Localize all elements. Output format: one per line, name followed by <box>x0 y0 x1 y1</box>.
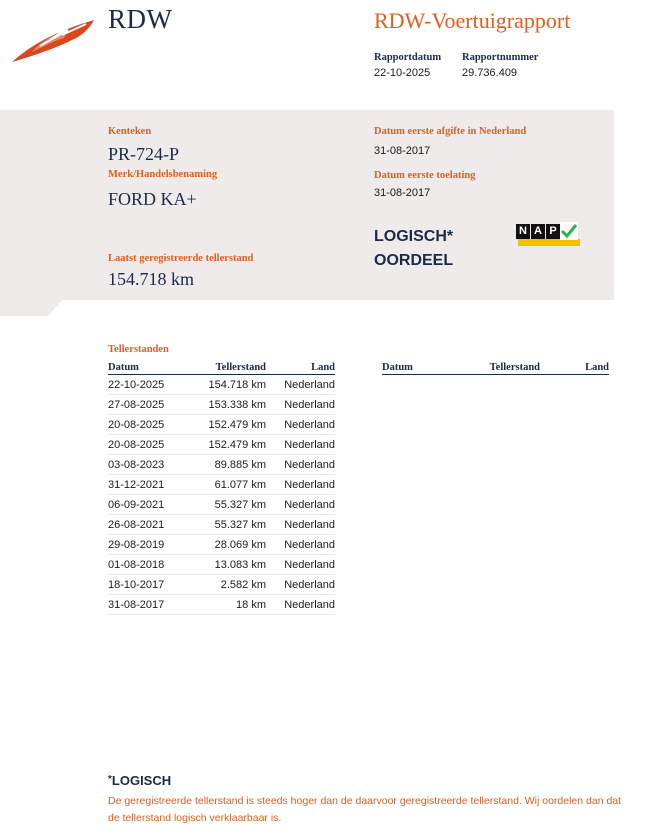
first-admission-label: Datum eerste toelating <box>374 170 476 181</box>
verdict-line-2: OORDEEL <box>374 252 454 269</box>
reading-date: 26-08-2021 <box>108 515 188 535</box>
reading-km: 61.077 km <box>188 475 266 495</box>
reading-date: 31-12-2021 <box>108 475 188 495</box>
reading-date: 01-08-2018 <box>108 555 188 575</box>
reading-date: 18-10-2017 <box>108 575 188 595</box>
panel-tail-corner <box>48 300 62 316</box>
reading-date: 06-09-2021 <box>108 495 188 515</box>
reading-land: Nederland <box>266 455 335 475</box>
reading-date: 22-10-2025 <box>108 375 188 395</box>
table-row <box>108 515 335 535</box>
plate-value: PR-724-P <box>108 144 180 164</box>
table-row <box>108 475 335 495</box>
readings-table-continued <box>382 360 609 375</box>
table-row <box>108 455 335 475</box>
reading-land: Nederland <box>266 575 335 595</box>
reading-date: 20-08-2025 <box>108 415 188 435</box>
reading-km: 89.885 km <box>188 455 266 475</box>
reading-km: 154.718 km <box>188 375 266 395</box>
first-admission-value: 31-08-2017 <box>374 187 431 199</box>
reading-km: 2.582 km <box>188 575 266 595</box>
check-icon <box>560 222 578 240</box>
table-row <box>108 495 335 515</box>
verdict-line-1: LOGISCH* <box>374 228 454 245</box>
reading-date: 03-08-2023 <box>108 455 188 475</box>
table-row <box>108 595 335 615</box>
column-land: Land <box>540 360 609 375</box>
reading-km: 152.479 km <box>188 415 266 435</box>
report-number-value: 29.736.409 <box>462 67 518 79</box>
readings-title: Tellerstanden <box>108 344 169 355</box>
reading-km: 152.479 km <box>188 435 266 455</box>
column-date: Datum <box>382 360 462 375</box>
rdw-feather-logo <box>10 18 96 66</box>
reading-land: Nederland <box>266 375 335 395</box>
footnote-text: De geregistreerde tellerstand is steeds hoger dan de daarvoor geregistreerde tellerstand. Wij oordelen dan dat de tellerstand logisch verklaarbaar is. <box>108 795 622 824</box>
reading-land: Nederland <box>266 435 335 455</box>
table-row <box>108 575 335 595</box>
make-value: FORD KA+ <box>108 189 197 209</box>
reading-km: 55.327 km <box>188 515 266 535</box>
reading-km: 28.069 km <box>188 535 266 555</box>
column-km: Tellerstand <box>462 360 540 375</box>
reading-land: Nederland <box>266 595 335 615</box>
first-nl-label: Datum eerste afgifte in Nederland <box>374 126 527 137</box>
reading-date: 27-08-2025 <box>108 395 188 415</box>
reading-km: 13.083 km <box>188 555 266 575</box>
odometer-label: Laatst geregistreerde tellerstand <box>108 253 254 264</box>
readings-table <box>108 360 335 615</box>
reading-land: Nederland <box>266 475 335 495</box>
odometer-value: 154.718 km <box>108 269 195 289</box>
first-nl-value: 31-08-2017 <box>374 145 431 157</box>
table-row <box>108 555 335 575</box>
nap-letter-p: P <box>546 224 560 239</box>
plate-label: Kenteken <box>108 126 152 137</box>
nap-bar <box>518 239 580 246</box>
footnote-title <box>108 773 171 788</box>
column-land: Land <box>266 360 335 375</box>
reading-km: 18 km <box>188 595 266 615</box>
reading-date: 29-08-2019 <box>108 535 188 555</box>
column-date: Datum <box>108 360 188 375</box>
reading-land: Nederland <box>266 395 335 415</box>
footnote-title-text: LOGISCH <box>111 773 172 788</box>
report-title: RDW-Voertuigrapport <box>374 8 571 33</box>
readings-header-row <box>108 360 335 375</box>
brand-name: RDW <box>108 4 173 34</box>
table-row <box>108 395 335 415</box>
report-number-label: Rapportnummer <box>462 52 539 63</box>
reading-km: 55.327 km <box>188 495 266 515</box>
nap-letter-a: A <box>531 224 545 239</box>
table-row <box>108 375 335 395</box>
report-date-value: 22-10-2025 <box>374 67 431 79</box>
vehicle-summary-panel <box>0 110 614 300</box>
reading-date: 20-08-2025 <box>108 435 188 455</box>
footnote-star: * <box>108 774 112 785</box>
column-km: Tellerstand <box>188 360 266 375</box>
reading-land: Nederland <box>266 495 335 515</box>
reading-land: Nederland <box>266 415 335 435</box>
table-row <box>108 415 335 435</box>
nap-letter-n: N <box>516 224 530 239</box>
panel-tail <box>0 300 48 316</box>
reading-land: Nederland <box>266 515 335 535</box>
readings-header-row <box>382 360 609 375</box>
table-row <box>108 535 335 555</box>
reading-date: 31-08-2017 <box>108 595 188 615</box>
reading-land: Nederland <box>266 555 335 575</box>
reading-km: 153.338 km <box>188 395 266 415</box>
nap-badge <box>516 222 580 248</box>
make-label: Merk/Handelsbenaming <box>108 169 218 180</box>
report-date-label: Rapportdatum <box>374 52 442 63</box>
reading-land: Nederland <box>266 535 335 555</box>
table-row <box>108 435 335 455</box>
